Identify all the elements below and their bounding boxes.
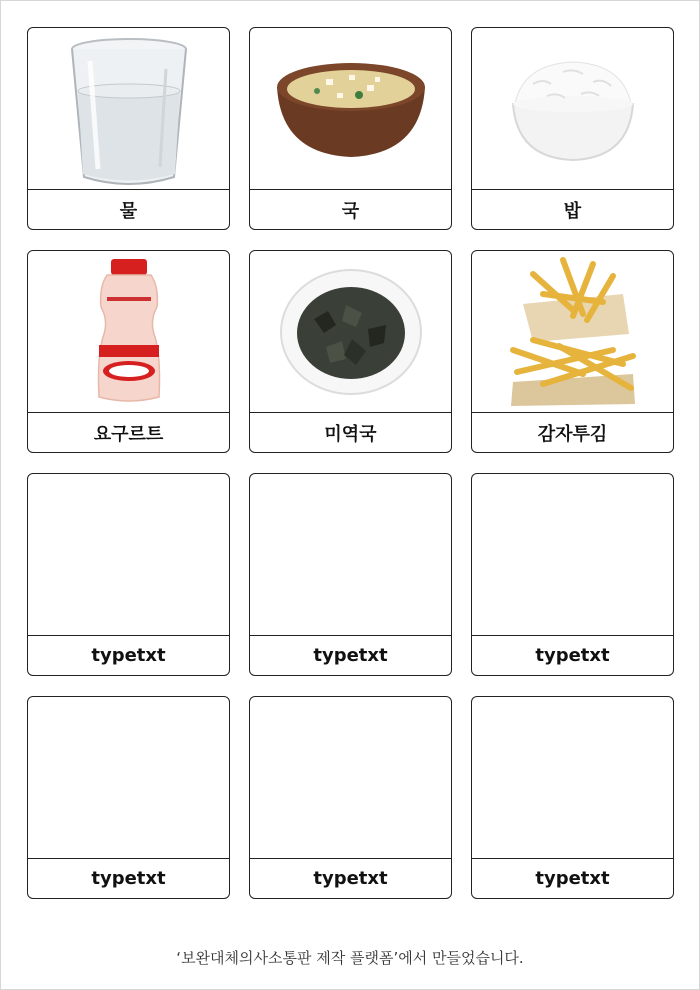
card-label: typetxt [313,645,388,666]
card-label: 물 [119,200,138,222]
card-image [250,474,451,636]
card-image [472,28,673,190]
card-image [250,28,451,190]
card-image [28,697,229,859]
french-fries-image [503,254,643,409]
card-image [28,251,229,413]
card-label: typetxt [313,868,388,889]
card-grid [27,27,674,899]
card-image [472,474,673,636]
card-empty[interactable] [249,473,452,676]
footer-credit: ‘보완대체의사소통판 제작 플랫폼’에서 만들었습니다. [176,949,524,967]
seaweed-soup-image [276,267,426,397]
card-label: 국 [341,200,360,222]
card-empty[interactable] [471,696,674,899]
card-label: typetxt [91,645,166,666]
card-label: 밥 [563,200,582,222]
card-empty[interactable] [27,696,230,899]
card-image [28,474,229,636]
card-rice[interactable] [471,27,674,230]
card-label: typetxt [91,868,166,889]
card-image [250,697,451,859]
card-seaweed-soup[interactable] [249,250,452,453]
card-empty[interactable] [471,473,674,676]
card-water[interactable] [27,27,230,230]
card-image [28,28,229,190]
card-empty[interactable] [27,473,230,676]
soup-bowl-image [271,49,431,169]
card-label: 미역국 [324,423,377,445]
card-label: 요구르트 [93,423,164,445]
yogurt-drink-image [89,257,169,407]
card-label: typetxt [535,645,610,666]
card-image [472,251,673,413]
rice-bowl-image [503,54,643,164]
card-image [250,251,451,413]
card-french-fries[interactable] [471,250,674,453]
card-label: 감자투김 [537,423,608,445]
card-empty[interactable] [249,696,452,899]
card-label: typetxt [535,868,610,889]
card-image [472,697,673,859]
card-soup[interactable] [249,27,452,230]
water-glass-image [54,29,204,189]
card-yogurt[interactable] [27,250,230,453]
